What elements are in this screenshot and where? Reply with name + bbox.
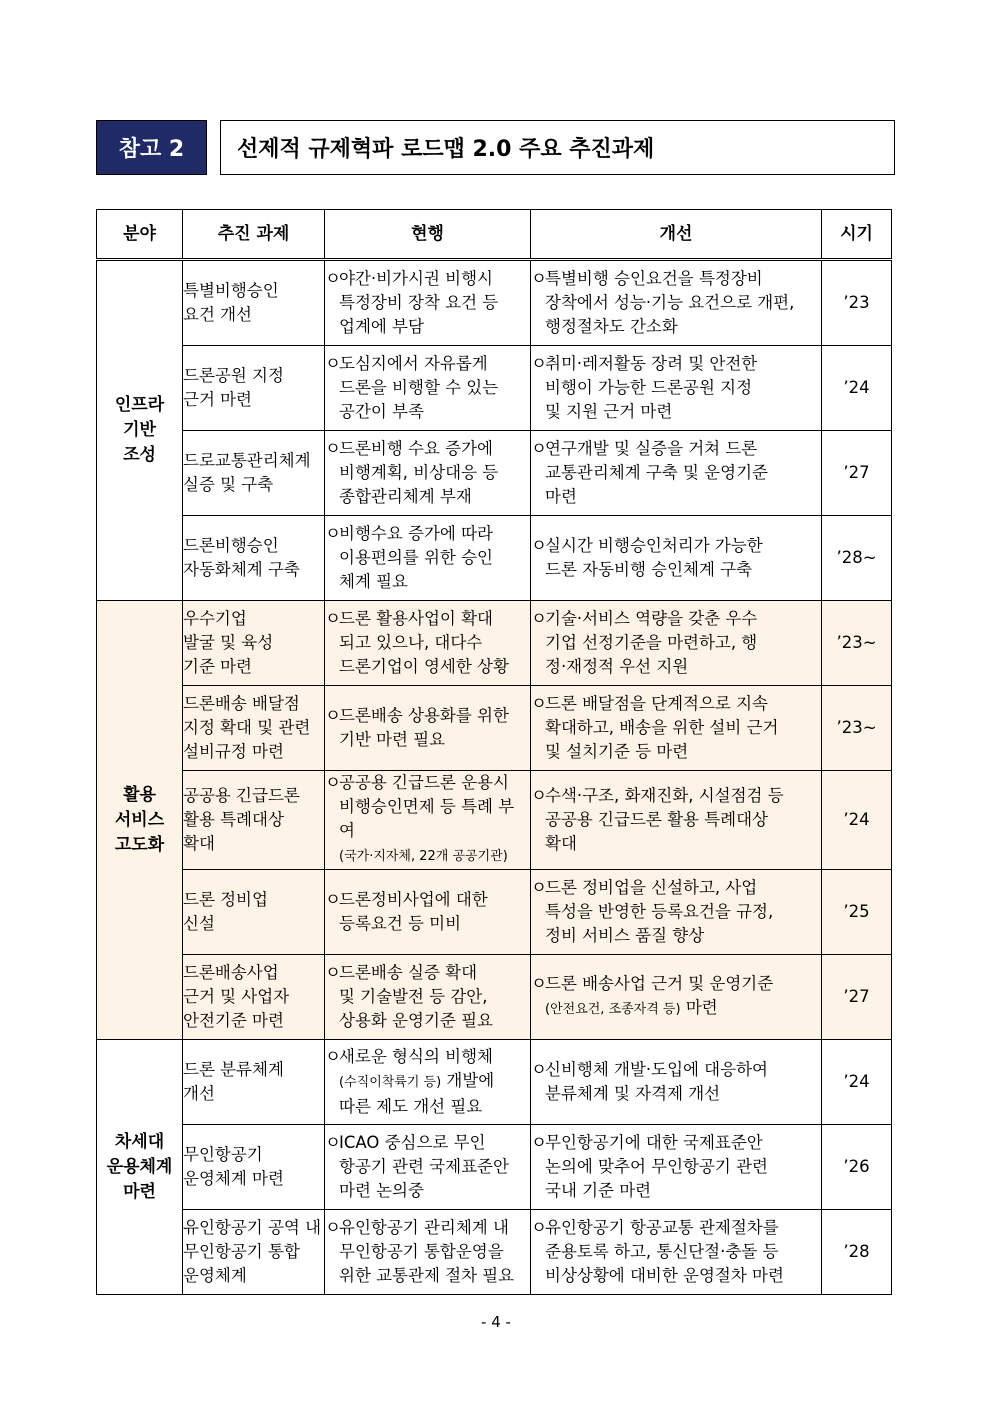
task-cell: 드론배송사업 근거 및 사업자 안전기준 마련 (183, 955, 325, 1040)
bullet-mark: ㅇ (531, 609, 547, 628)
task-cell: 공공용 긴급드론 활용 특례대상 확대 (183, 771, 325, 870)
bullet-mark: ㅇ (531, 269, 547, 288)
improvement-cell: ㅇ 특별비행 승인요건을 특정장비 장착에서 성능·기능 요건으로 개편, 행정절차도 간소화 (531, 260, 822, 346)
improvement-cell: ㅇ 드론 배달점을 단계적으로 지속 확대하고, 배송을 위한 설비 근거 및 설치기준 등 마련 (531, 686, 822, 771)
current-cell: ㅇ 드론정비사업에 대한 등록요건 등 미비 (325, 870, 531, 955)
category-infra: 인프라 기반 조성 (97, 260, 183, 601)
current-cell: ㅇ 도심지에서 자유롭게 드론을 비행할 수 있는 공간이 부족 (325, 346, 531, 431)
col-header-improvement: 개선 (531, 210, 822, 260)
current-cell: ㅇ ICAO 중심으로 무인 항공기 관련 국제표준안 마련 논의중 (325, 1125, 531, 1210)
improvement-cell: ㅇ 취미·레저활동 장려 및 안전한 비행이 가능한 드론공원 지정 및 지원 근거 마련 (531, 346, 822, 431)
roadmap-table (96, 209, 892, 1295)
table-row (97, 955, 892, 1040)
table-row (97, 346, 892, 431)
table-row (97, 1040, 892, 1125)
timing-cell: ’23~ (822, 601, 892, 686)
timing-cell: ’26 (822, 1125, 892, 1210)
improvement-cell: ㅇ 드론 정비업을 신설하고, 사업 특성을 반영한 등록요건을 규정, 정비 서비스 품질 향상 (531, 870, 822, 955)
bullet-mark: ㅇ (325, 609, 341, 628)
bullet-mark: ㅇ (325, 890, 341, 909)
bullet-mark: ㅇ (531, 354, 547, 373)
timing-cell: ’27 (822, 955, 892, 1040)
current-cell: ㅇ 드론배송 상용화를 위한 기반 마련 필요 (325, 686, 531, 771)
table-header-row (97, 210, 892, 260)
current-cell: ㅇ 드론 활용사업이 확대 되고 있으나, 대다수 드론기업이 영세한 상황 (325, 601, 531, 686)
bullet-mark: ㅇ (325, 706, 341, 725)
bullet-mark: ㅇ (531, 439, 547, 458)
bullet-mark: ㅇ (325, 1218, 341, 1237)
bullet-mark: ㅇ (325, 1133, 341, 1152)
bullet-mark: ㅇ (531, 786, 547, 805)
task-cell: 드론공원 지정 근거 마련 (183, 346, 325, 431)
current-cell: ㅇ 유인항공기 관리체계 내 무인항공기 통합운영을 위한 교통관제 절차 필요 (325, 1210, 531, 1295)
table-row (97, 771, 892, 870)
improvement-cell: ㅇ 신비행체 개발·도입에 대응하여 분류체계 및 자격제 개선 (531, 1040, 822, 1125)
task-cell: 유인항공기 공역 내 무인항공기 통합 운영체계 (183, 1210, 325, 1295)
bullet-mark: ㅇ (325, 524, 341, 543)
bullet-mark: ㅇ (531, 1218, 547, 1237)
current-cell: ㅇ 새로운 형식의 비행체 (수직이착륙기 등) 개발에 따른 제도 개선 필요 (325, 1040, 531, 1125)
table-row (97, 516, 892, 601)
timing-cell: ’23 (822, 260, 892, 346)
col-header-timing: 시기 (822, 210, 892, 260)
task-cell: 드론비행승인 자동화체계 구축 (183, 516, 325, 601)
bullet-mark: ㅇ (325, 354, 341, 373)
bullet-mark: ㅇ (325, 269, 341, 288)
task-cell: 드론 분류체계 개선 (183, 1040, 325, 1125)
improvement-cell: ㅇ 실시간 비행승인처리가 가능한 드론 자동비행 승인체계 구축 (531, 516, 822, 601)
current-cell: ㅇ 드론비행 수요 증가에 비행계획, 비상대응 등 종합관리체계 부재 (325, 431, 531, 516)
category-service: 활용 서비스 고도화 (97, 601, 183, 1040)
task-cell: 드론배송 배달점 지정 확대 및 관련 설비규정 마련 (183, 686, 325, 771)
bullet-mark: ㅇ (531, 1060, 547, 1079)
current-note: (수직이착륙기 등) (339, 1075, 442, 1090)
improvement-cell: ㅇ 기술·서비스 역량을 갖춘 우수 기업 선정기준을 마련하고, 행 정·재정적 우선 지원 (531, 601, 822, 686)
col-header-current: 현행 (325, 210, 531, 260)
timing-cell: ’24 (822, 1040, 892, 1125)
task-cell: 무인항공기 운영체계 마련 (183, 1125, 325, 1210)
current-note: (국가·지자체, 22개 공공기관) (339, 849, 508, 864)
reference-badge: 참고 2 (96, 120, 207, 175)
table-row (97, 870, 892, 955)
timing-cell: ’28~ (822, 516, 892, 601)
title-box (96, 120, 895, 175)
page-number: - 4 - (481, 1313, 511, 1331)
task-cell: 드론 정비업 신설 (183, 870, 325, 955)
current-cell: ㅇ 드론배송 실증 확대 및 기술발전 등 감안, 상용화 운영기준 필요 (325, 955, 531, 1040)
table-row (97, 431, 892, 516)
current-cell: ㅇ 비행수요 증가에 따라 이용편의를 위한 승인 체계 필요 (325, 516, 531, 601)
bullet-mark: ㅇ (325, 773, 341, 792)
improvement-cell: ㅇ 연구개발 및 실증을 거쳐 드론 교통관리체계 구축 및 운영기준 마련 (531, 431, 822, 516)
bullet-mark: ㅇ (325, 1047, 341, 1066)
task-cell: 드로교통관리체계 실증 및 구축 (183, 431, 325, 516)
improvement-cell: ㅇ 무인항공기에 대한 국제표준안 논의에 맞추어 무인항공기 관련 국내 기준 마련 (531, 1125, 822, 1210)
task-cell: 우수기업 발굴 및 육성 기준 마련 (183, 601, 325, 686)
table-row (97, 601, 892, 686)
improvement-cell: ㅇ 수색·구조, 화재진화, 시설점검 등 공공용 긴급드론 활용 특례대상 확대 (531, 771, 822, 870)
current-cell: ㅇ 공공용 긴급드론 운용시 비행승인면제 등 특례 부여 (국가·지자체, 22개 공공기관) (325, 771, 531, 870)
task-cell: 특별비행승인 요건 개선 (183, 260, 325, 346)
improvement-cell: ㅇ 드론 배송사업 근거 및 운영기준 (안전요건, 조종자격 등) 마련 (531, 955, 822, 1040)
improvement-cell: ㅇ 유인항공기 항공교통 관제절차를 준용토록 하고, 통신단절·충돌 등 비상상황에 대비한 운영절차 마련 (531, 1210, 822, 1295)
bullet-mark: ㅇ (531, 1133, 547, 1152)
page-title: 선제적 규제혁파 로드맵 2.0 주요 추진과제 (220, 120, 895, 175)
col-header-task: 추진 과제 (183, 210, 325, 260)
timing-cell: ’28 (822, 1210, 892, 1295)
timing-cell: ’23~ (822, 686, 892, 771)
improvement-note: (안전요건, 조종자격 등) (545, 1002, 681, 1017)
current-cell: ㅇ 야간·비가시권 비행시 특정장비 장착 요건 등 업계에 부담 (325, 260, 531, 346)
table-row (97, 1210, 892, 1295)
timing-cell: ’27 (822, 431, 892, 516)
table-row (97, 1125, 892, 1210)
category-nextgen: 차세대 운용체계 마련 (97, 1040, 183, 1295)
table-row (97, 686, 892, 771)
bullet-mark: ㅇ (531, 974, 547, 993)
bullet-mark: ㅇ (325, 963, 341, 982)
timing-cell: ’24 (822, 346, 892, 431)
bullet-mark: ㅇ (531, 536, 547, 555)
table-row (97, 260, 892, 346)
timing-cell: ’24 (822, 771, 892, 870)
col-header-field: 분야 (97, 210, 183, 260)
bullet-mark: ㅇ (531, 878, 547, 897)
timing-cell: ’25 (822, 870, 892, 955)
bullet-mark: ㅇ (325, 439, 341, 458)
bullet-mark: ㅇ (531, 694, 547, 713)
